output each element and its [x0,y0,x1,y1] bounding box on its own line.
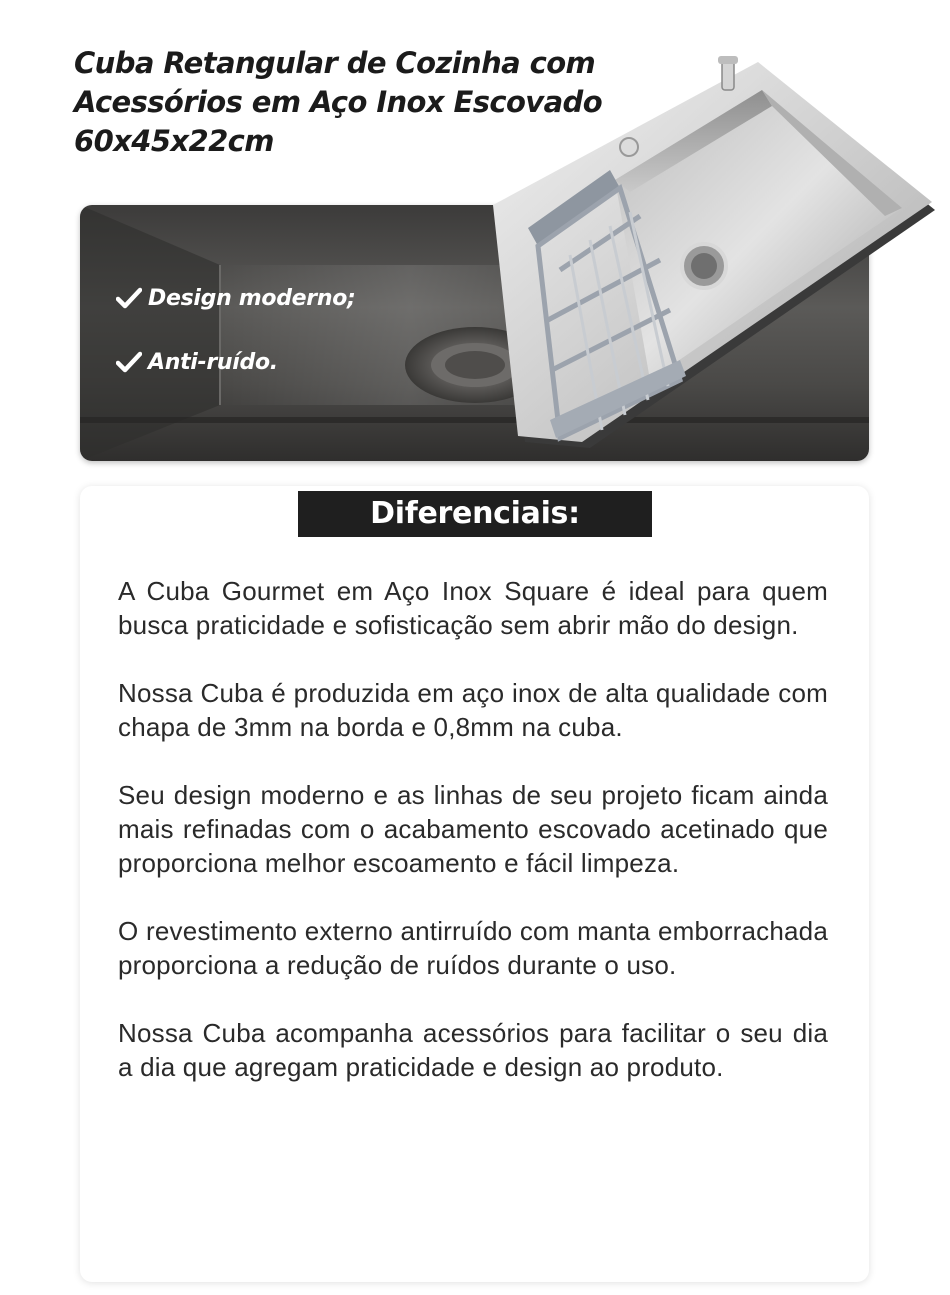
differentials-paragraph: Seu design moderno e as linhas de seu projeto ficam ainda mais refinadas com o acabamento escovado acetinado que proporciona melhor escoamento e fácil limpeza. [118,780,828,878]
differentials-paragraph: A Cuba Gourmet em Aço Inox Square é ideal para quem busca praticidade e sofisticação sem abrir mão do design. [118,576,828,640]
feature-item-design [116,283,356,313]
product-title-line-2: Acessórios em Aço Inox Escovado [74,85,603,119]
differentials-paragraph: Nossa Cuba acompanha acessórios para facilitar o seu dia a dia que agregam praticidade e design ao produto. [118,1018,828,1082]
feature-label: Design moderno; [148,285,356,311]
differentials-paragraph: O revestimento externo antirruído com manta emborrachada proporciona a redução de ruídos durante o uso. [118,916,828,980]
product-title-line-1: Cuba Retangular de Cozinha com [74,46,596,80]
product-title-line-3: 60x45x22cm [74,124,274,158]
differentials-card [80,486,869,1282]
differentials-heading: Diferenciais: [298,491,652,537]
feature-list [116,283,356,411]
differentials-paragraph: Nossa Cuba é produzida em aço inox de alta qualidade com chapa de 3mm na borda e 0,8mm na cuba. [118,678,828,742]
stainless-sink-image [490,50,940,450]
differentials-text [118,574,828,1118]
check-icon [116,351,142,373]
feature-label: Anti-ruído. [148,349,278,375]
check-icon [116,287,142,309]
feature-item-anti-noise [116,347,356,377]
